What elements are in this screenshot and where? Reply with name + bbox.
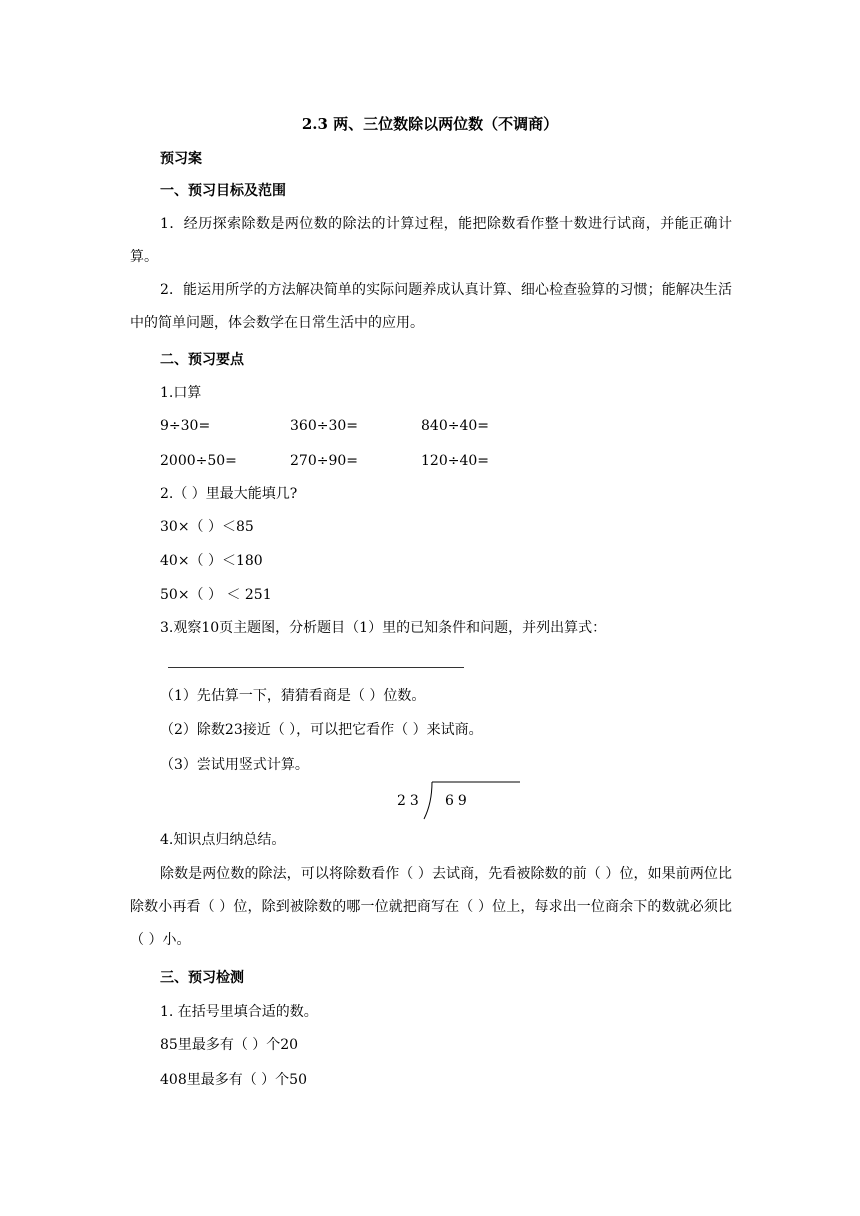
oral-item: 2000÷50= — [160, 453, 237, 469]
oral-item: 360÷30= — [290, 418, 358, 434]
heading-goals: 一、预习目标及范围 — [160, 183, 286, 199]
oral-item: 9÷30= — [160, 418, 211, 434]
page-title: 2.3 两、三位数除以两位数（不调商） — [301, 115, 559, 133]
goal-1: 1．经历探索除数是两位数的除法的计算过程，能把除数看作整十数进行试商，并能正确计算。 — [130, 216, 732, 265]
q1-label: 1.口算 — [160, 385, 202, 401]
check-item: 408里最多有（ ）个50 — [160, 1072, 307, 1088]
long-division-bracket — [420, 781, 522, 821]
division-divisor: 23 — [397, 793, 423, 809]
division-dividend: 69 — [445, 793, 471, 809]
heading-check: 三、预习检测 — [160, 970, 244, 986]
oral-item: 120÷40= — [421, 453, 489, 469]
heading-key-points: 二、预习要点 — [160, 352, 244, 368]
q2-item: 40×（ ）＜180 — [160, 553, 263, 569]
oral-item: 840÷40= — [421, 418, 489, 434]
q2-item: 50×（ ） ＜ 251 — [160, 587, 272, 603]
summary-paragraph: 除数是两位数的除法，可以将除数看作（ ）去试商，先看被除数的前（ ）位，如果前两位比除数小再看（ ）位，除到被除数的哪一位就把商写在（ ）位上，每求出一位商余下的数就必须比（ ）小。 — [130, 866, 732, 948]
q4-label: 4.知识点归纳总结。 — [160, 832, 286, 848]
q2-label: 2.（ ）里最大能填几? — [160, 486, 298, 502]
goal-2: 2．能运用所学的方法解决简单的实际问题养成认真计算、细心检查验算的习惯；能解决生活中的简单问题，体会数学在日常生活中的应用。 — [130, 282, 732, 331]
check-item: 85里最多有（ ）个20 — [160, 1037, 299, 1053]
oral-item: 270÷90= — [290, 453, 358, 469]
section-preview: 预习案 — [160, 151, 202, 167]
answer-line — [168, 667, 464, 668]
q3-sub-1: （1）先估算一下，猜猜看商是（ ）位数。 — [160, 688, 426, 704]
q3-sub-3: （3）尝试用竖式计算。 — [160, 757, 309, 773]
q3-sub-2: （2）除数23接近（ ），可以把它看作（ ）来试商。 — [160, 722, 483, 738]
q2-item: 30×（ ）＜85 — [160, 519, 254, 535]
check-label: 1. 在括号里填合适的数。 — [160, 1004, 318, 1020]
q3-label: 3.观察10页主题图，分析题目（1）里的已知条件和问题，并列出算式： — [160, 620, 607, 636]
